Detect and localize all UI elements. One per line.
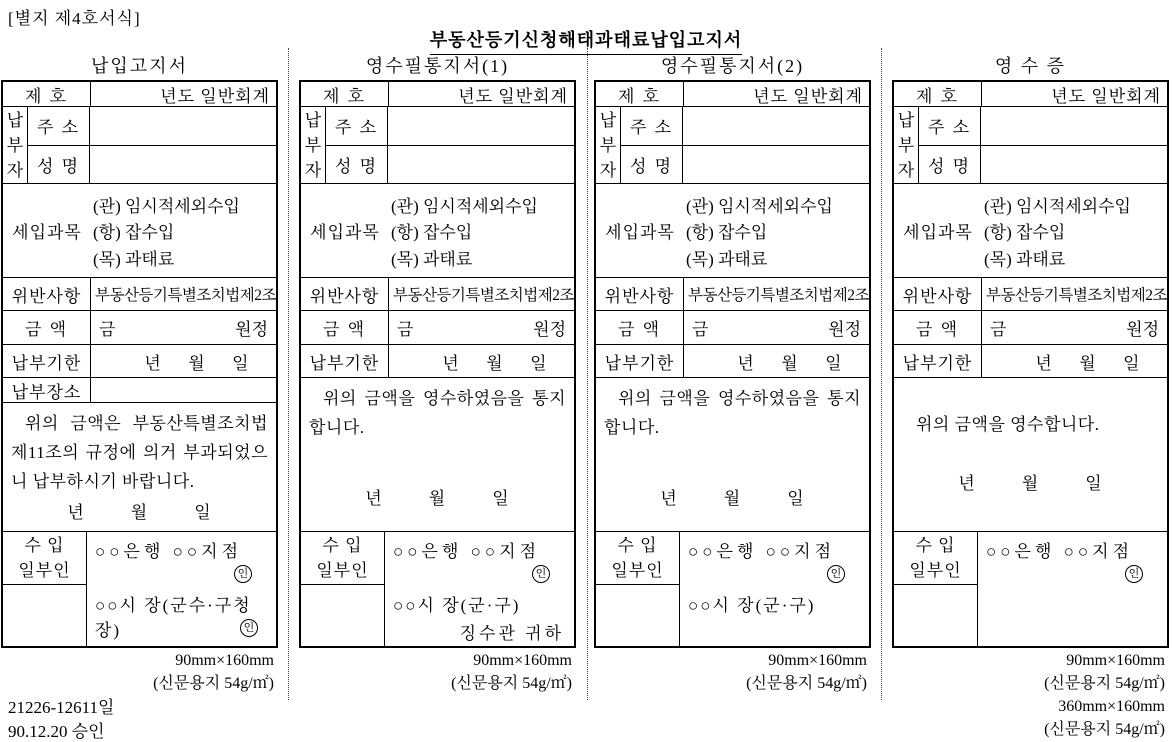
row-deadline bbox=[596, 345, 869, 378]
stamp-empty-cell bbox=[596, 585, 679, 646]
paper-type: (신문용지 54g/㎡) bbox=[1044, 675, 1165, 692]
revenue-category-label: 세입과목 bbox=[12, 223, 82, 242]
notice-block bbox=[596, 378, 869, 532]
row-document-number bbox=[596, 82, 869, 107]
stamp-empty-cell bbox=[3, 585, 86, 646]
receipt-stamp-label bbox=[3, 532, 86, 585]
seal-icon: 인 bbox=[1125, 565, 1143, 583]
bank-branch-line: ○○은행 ○○지점 bbox=[393, 542, 541, 561]
row-deadline bbox=[301, 345, 574, 378]
row-address bbox=[28, 107, 276, 146]
violation-value: 부동산등기특별조치법제2조 bbox=[986, 287, 1167, 304]
amount-label: 금 액 bbox=[894, 311, 982, 344]
form-payment-notice bbox=[1, 55, 278, 695]
date-month: 월 bbox=[723, 489, 742, 508]
revenue-item-hang: (항) 잡수입 bbox=[686, 223, 768, 242]
notice-dateline bbox=[604, 484, 861, 509]
paper-size: 90mm×160mm bbox=[1066, 652, 1165, 669]
payer-fields bbox=[919, 107, 1167, 183]
amount-prefix: 금 bbox=[99, 320, 116, 339]
stamp-left-column bbox=[3, 532, 87, 646]
deadline-day: 일 bbox=[530, 353, 547, 373]
deadline-day: 일 bbox=[825, 353, 842, 373]
form-table bbox=[892, 80, 1169, 648]
date-day: 일 bbox=[1085, 474, 1103, 493]
payer-label: 납부자 bbox=[596, 107, 621, 183]
stamp-label-line2: 일부인 bbox=[18, 561, 71, 580]
document-number-label: 제 호 bbox=[894, 82, 982, 106]
approval-date: 90.12.20 승인 bbox=[8, 722, 105, 741]
deadline-value bbox=[684, 345, 869, 377]
stamp-section bbox=[301, 532, 574, 646]
row-address bbox=[621, 107, 869, 146]
stamp-label-line2: 일부인 bbox=[909, 561, 962, 580]
row-payer bbox=[3, 107, 276, 184]
amount-label: 금 액 bbox=[596, 311, 684, 344]
payer-fields bbox=[28, 107, 276, 183]
address-label: 주 소 bbox=[919, 107, 981, 145]
form-receipt-notification-1 bbox=[299, 55, 576, 695]
notice-dateline bbox=[902, 469, 1159, 494]
address-field bbox=[683, 107, 869, 145]
notice-block bbox=[3, 403, 276, 532]
form-table bbox=[299, 80, 576, 648]
seal-icon: 인 bbox=[827, 565, 845, 583]
row-revenue-category bbox=[301, 184, 574, 278]
deadline-year: 년 bbox=[144, 353, 161, 373]
name-field bbox=[981, 146, 1167, 184]
deadline-label: 납부기한 bbox=[894, 345, 982, 377]
form-title: 영수필통지서(1) bbox=[365, 56, 510, 76]
form-receipt-notification-2 bbox=[594, 55, 871, 695]
amount-value bbox=[389, 311, 574, 344]
amount-suffix: 원정 bbox=[828, 320, 861, 339]
deadline-year: 년 bbox=[1035, 353, 1052, 373]
paper-size: 90mm×160mm bbox=[175, 652, 274, 669]
stamp-label-line2: 일부인 bbox=[316, 561, 369, 580]
row-document-number bbox=[3, 82, 276, 107]
amount-suffix: 원정 bbox=[533, 320, 566, 339]
date-year: 년 bbox=[365, 489, 383, 508]
row-name bbox=[919, 146, 1167, 184]
document-number-value: 년도 일반회계 bbox=[160, 86, 270, 106]
cut-line-3 bbox=[881, 48, 882, 700]
deadline-value bbox=[389, 345, 574, 377]
document-number-value: 년도 일반회계 bbox=[458, 86, 568, 106]
row-revenue-category bbox=[894, 184, 1167, 278]
deadline-year: 년 bbox=[737, 353, 754, 373]
date-year: 년 bbox=[67, 503, 85, 522]
revenue-category-label: 세입과목 bbox=[903, 223, 973, 242]
notice-block bbox=[894, 378, 1167, 532]
document-number-value: 년도 일반회계 bbox=[753, 86, 863, 106]
deadline-label: 납부기한 bbox=[3, 345, 91, 377]
row-amount bbox=[301, 311, 574, 345]
revenue-item-mok: (목) 과태료 bbox=[391, 249, 473, 269]
row-deadline bbox=[894, 345, 1167, 378]
bank-branch-line: ○○은행 ○○지점 bbox=[95, 542, 243, 561]
cut-line-2 bbox=[587, 48, 588, 700]
deadline-label: 납부기한 bbox=[596, 345, 684, 377]
deadline-label: 납부기한 bbox=[301, 345, 389, 377]
amount-value bbox=[91, 311, 276, 344]
stamp-right-column bbox=[978, 532, 1167, 646]
date-year: 년 bbox=[958, 474, 976, 493]
stamp-empty-cell bbox=[301, 585, 384, 646]
row-violation bbox=[596, 278, 869, 311]
row-deadline bbox=[3, 345, 276, 378]
row-payer bbox=[301, 107, 574, 184]
violation-value: 부동산등기특별조치법제2조 bbox=[95, 287, 276, 304]
approval-code: 21226-12611일 bbox=[8, 698, 115, 717]
deadline-month: 월 bbox=[781, 353, 798, 373]
seal-icon: 인 bbox=[234, 565, 252, 583]
amount-label: 금 액 bbox=[3, 311, 91, 344]
amount-suffix: 원정 bbox=[1126, 320, 1159, 339]
stamp-empty-cell bbox=[894, 585, 977, 646]
date-day: 일 bbox=[194, 503, 212, 522]
form-receipt bbox=[892, 55, 1169, 741]
deadline-value bbox=[91, 345, 276, 377]
row-revenue-category bbox=[3, 184, 276, 278]
revenue-item-gwan: (관) 임시적세외수입 bbox=[984, 196, 1131, 216]
address-field bbox=[90, 107, 276, 145]
deadline-month: 월 bbox=[188, 353, 205, 373]
payer-label: 납부자 bbox=[3, 107, 28, 183]
payer-label: 납부자 bbox=[894, 107, 919, 183]
violation-value: 부동산등기특별조치법제2조 bbox=[688, 287, 869, 304]
form-table bbox=[594, 80, 871, 648]
date-month: 월 bbox=[1021, 474, 1040, 493]
stamp-left-column bbox=[894, 532, 978, 646]
revenue-category-label: 세입과목 bbox=[310, 223, 380, 242]
form-table bbox=[1, 80, 278, 648]
stamp-label-line1: 수 입 bbox=[322, 536, 363, 555]
amount-prefix: 금 bbox=[692, 320, 709, 339]
deadline-month: 월 bbox=[1079, 353, 1096, 373]
amount-suffix: 원정 bbox=[235, 320, 268, 339]
row-name bbox=[621, 146, 869, 184]
revenue-item-mok: (목) 과태료 bbox=[686, 249, 768, 269]
stamp-label-line2: 일부인 bbox=[611, 561, 664, 580]
paper-type-total: (신문용지 54g/㎡) bbox=[1044, 721, 1165, 738]
date-day: 일 bbox=[787, 489, 805, 508]
amount-label: 금 액 bbox=[301, 311, 389, 344]
paper-size: 90mm×160mm bbox=[768, 652, 867, 669]
stamp-label-line1: 수 입 bbox=[915, 536, 956, 555]
stamp-right-column bbox=[385, 532, 574, 646]
paper-type: (신문용지 54g/㎡) bbox=[153, 675, 274, 692]
document-number-label: 제 호 bbox=[3, 82, 91, 106]
document-title: 부동산등기신청해태과태료납입고지서 bbox=[430, 26, 743, 55]
name-label: 성 명 bbox=[919, 146, 981, 184]
stamp-right-column bbox=[680, 532, 869, 646]
row-payer bbox=[596, 107, 869, 184]
row-payment-place bbox=[3, 378, 276, 403]
paper-type: (신문용지 54g/㎡) bbox=[746, 675, 867, 692]
form-title: 납입고지서 bbox=[91, 56, 188, 76]
violation-label: 위반사항 bbox=[596, 278, 684, 310]
seal-icon: 인 bbox=[240, 619, 258, 637]
revenue-category-items bbox=[91, 192, 276, 270]
row-address bbox=[326, 107, 574, 146]
receipt-stamp-label bbox=[596, 532, 679, 585]
mayor-line: ○○시 장(군·구) bbox=[688, 596, 816, 615]
notice-dateline bbox=[11, 498, 268, 523]
revenue-item-mok: (목) 과태료 bbox=[93, 249, 175, 269]
payment-place-field bbox=[91, 378, 276, 402]
row-violation bbox=[894, 278, 1167, 311]
payer-fields bbox=[326, 107, 574, 183]
document-number-label: 제 호 bbox=[301, 82, 389, 106]
paper-size-total: 360mm×160mm bbox=[1058, 698, 1165, 715]
notice-text: 위의 금액을 영수합니다. bbox=[916, 415, 1100, 434]
address-field bbox=[388, 107, 574, 145]
deadline-value bbox=[982, 345, 1167, 377]
row-amount bbox=[596, 311, 869, 345]
name-field bbox=[683, 146, 869, 184]
name-label: 성 명 bbox=[621, 146, 683, 184]
date-month: 월 bbox=[130, 503, 149, 522]
date-year: 년 bbox=[660, 489, 678, 508]
row-revenue-category bbox=[596, 184, 869, 278]
row-document-number bbox=[894, 82, 1167, 107]
form-footer bbox=[299, 649, 576, 695]
cut-line-1 bbox=[288, 48, 289, 700]
document-number-value: 년도 일반회계 bbox=[1051, 86, 1161, 106]
amount-value bbox=[982, 311, 1167, 344]
mayor-line: ○○시 장(군·구) bbox=[393, 596, 521, 615]
name-label: 성 명 bbox=[28, 146, 90, 184]
violation-label: 위반사항 bbox=[3, 278, 91, 310]
name-field bbox=[388, 146, 574, 184]
document-number-label: 제 호 bbox=[596, 82, 684, 106]
paper-type: (신문용지 54g/㎡) bbox=[451, 675, 572, 692]
stamp-section bbox=[3, 532, 276, 646]
form-footer bbox=[892, 649, 1169, 741]
stamp-section bbox=[596, 532, 869, 646]
revenue-item-mok: (목) 과태료 bbox=[984, 249, 1066, 269]
row-violation bbox=[3, 278, 276, 311]
stamp-right-column bbox=[87, 532, 276, 646]
address-label: 주 소 bbox=[28, 107, 90, 145]
deadline-day: 일 bbox=[1123, 353, 1140, 373]
notice-text: 위의 금액을 영수하였음을 통지합니다. bbox=[604, 389, 861, 437]
date-day: 일 bbox=[492, 489, 510, 508]
amount-value bbox=[684, 311, 869, 344]
stamp-label-line1: 수 입 bbox=[617, 536, 658, 555]
stamp-left-column bbox=[596, 532, 680, 646]
payer-label: 납부자 bbox=[301, 107, 326, 183]
deadline-year: 년 bbox=[442, 353, 459, 373]
address-label: 주 소 bbox=[326, 107, 388, 145]
mayor-seal-line bbox=[95, 617, 270, 641]
revenue-category-items bbox=[684, 192, 869, 270]
notice-dateline bbox=[309, 484, 566, 509]
row-address bbox=[919, 107, 1167, 146]
deadline-day: 일 bbox=[232, 353, 249, 373]
row-document-number bbox=[301, 82, 574, 107]
row-name bbox=[326, 146, 574, 184]
paper-size: 90mm×160mm bbox=[473, 652, 572, 669]
seal-icon: 인 bbox=[532, 565, 550, 583]
name-field bbox=[90, 146, 276, 184]
violation-value: 부동산등기특별조치법제2조 bbox=[393, 287, 574, 304]
form-code-label: [별지 제4호서식] bbox=[8, 9, 141, 28]
address-label: 주 소 bbox=[621, 107, 683, 145]
form-footer bbox=[594, 649, 871, 695]
address-field bbox=[981, 107, 1167, 145]
row-name bbox=[28, 146, 276, 184]
name-label: 성 명 bbox=[326, 146, 388, 184]
document-title-wrap bbox=[0, 26, 1172, 55]
revenue-item-hang: (항) 잡수입 bbox=[984, 223, 1066, 242]
notice-text: 위의 금액은 부동산특별조치법 제11조의 규정에 의거 부과되었으니 납부하시기 바랍니다. bbox=[11, 414, 268, 491]
bank-branch-line: ○○은행 ○○지점 bbox=[986, 542, 1134, 561]
revenue-category-items bbox=[389, 192, 574, 270]
row-amount bbox=[3, 311, 276, 345]
mayor-line: ○○시 장(군수·구청장) bbox=[95, 596, 252, 640]
amount-prefix: 금 bbox=[990, 320, 1007, 339]
bank-seal-line bbox=[986, 563, 1161, 587]
row-amount bbox=[894, 311, 1167, 345]
deadline-month: 월 bbox=[486, 353, 503, 373]
stamp-left-column bbox=[301, 532, 385, 646]
row-violation bbox=[301, 278, 574, 311]
notice-text: 위의 금액을 영수하였음을 통지합니다. bbox=[309, 389, 566, 437]
revenue-category-items bbox=[982, 192, 1167, 270]
bank-seal-line bbox=[688, 563, 863, 587]
revenue-item-hang: (항) 잡수입 bbox=[391, 223, 473, 242]
revenue-item-gwan: (관) 임시적세외수입 bbox=[93, 196, 240, 216]
revenue-item-gwan: (관) 임시적세외수입 bbox=[686, 196, 833, 216]
amount-prefix: 금 bbox=[397, 320, 414, 339]
receipt-stamp-label bbox=[301, 532, 384, 585]
form-footer bbox=[1, 649, 278, 695]
form-title: 영 수 증 bbox=[994, 56, 1067, 76]
payer-fields bbox=[621, 107, 869, 183]
stamp-label-line1: 수 입 bbox=[24, 536, 65, 555]
bank-seal-line bbox=[95, 563, 270, 587]
revenue-item-hang: (항) 잡수입 bbox=[93, 223, 175, 242]
approval-info bbox=[8, 696, 114, 742]
revenue-category-label: 세입과목 bbox=[605, 223, 675, 242]
payment-place-label: 납부장소 bbox=[3, 378, 91, 402]
collector-line: 징수관 귀하 bbox=[459, 624, 564, 643]
date-month: 월 bbox=[428, 489, 447, 508]
violation-label: 위반사항 bbox=[301, 278, 389, 310]
form-title: 영수필통지서(2) bbox=[660, 56, 805, 76]
notice-block bbox=[301, 378, 574, 532]
receipt-stamp-label bbox=[894, 532, 977, 585]
row-payer bbox=[894, 107, 1167, 184]
revenue-item-gwan: (관) 임시적세외수입 bbox=[391, 196, 538, 216]
violation-label: 위반사항 bbox=[894, 278, 982, 310]
bank-seal-line bbox=[393, 563, 568, 587]
stamp-section bbox=[894, 532, 1167, 646]
bank-branch-line: ○○은행 ○○지점 bbox=[688, 542, 836, 561]
